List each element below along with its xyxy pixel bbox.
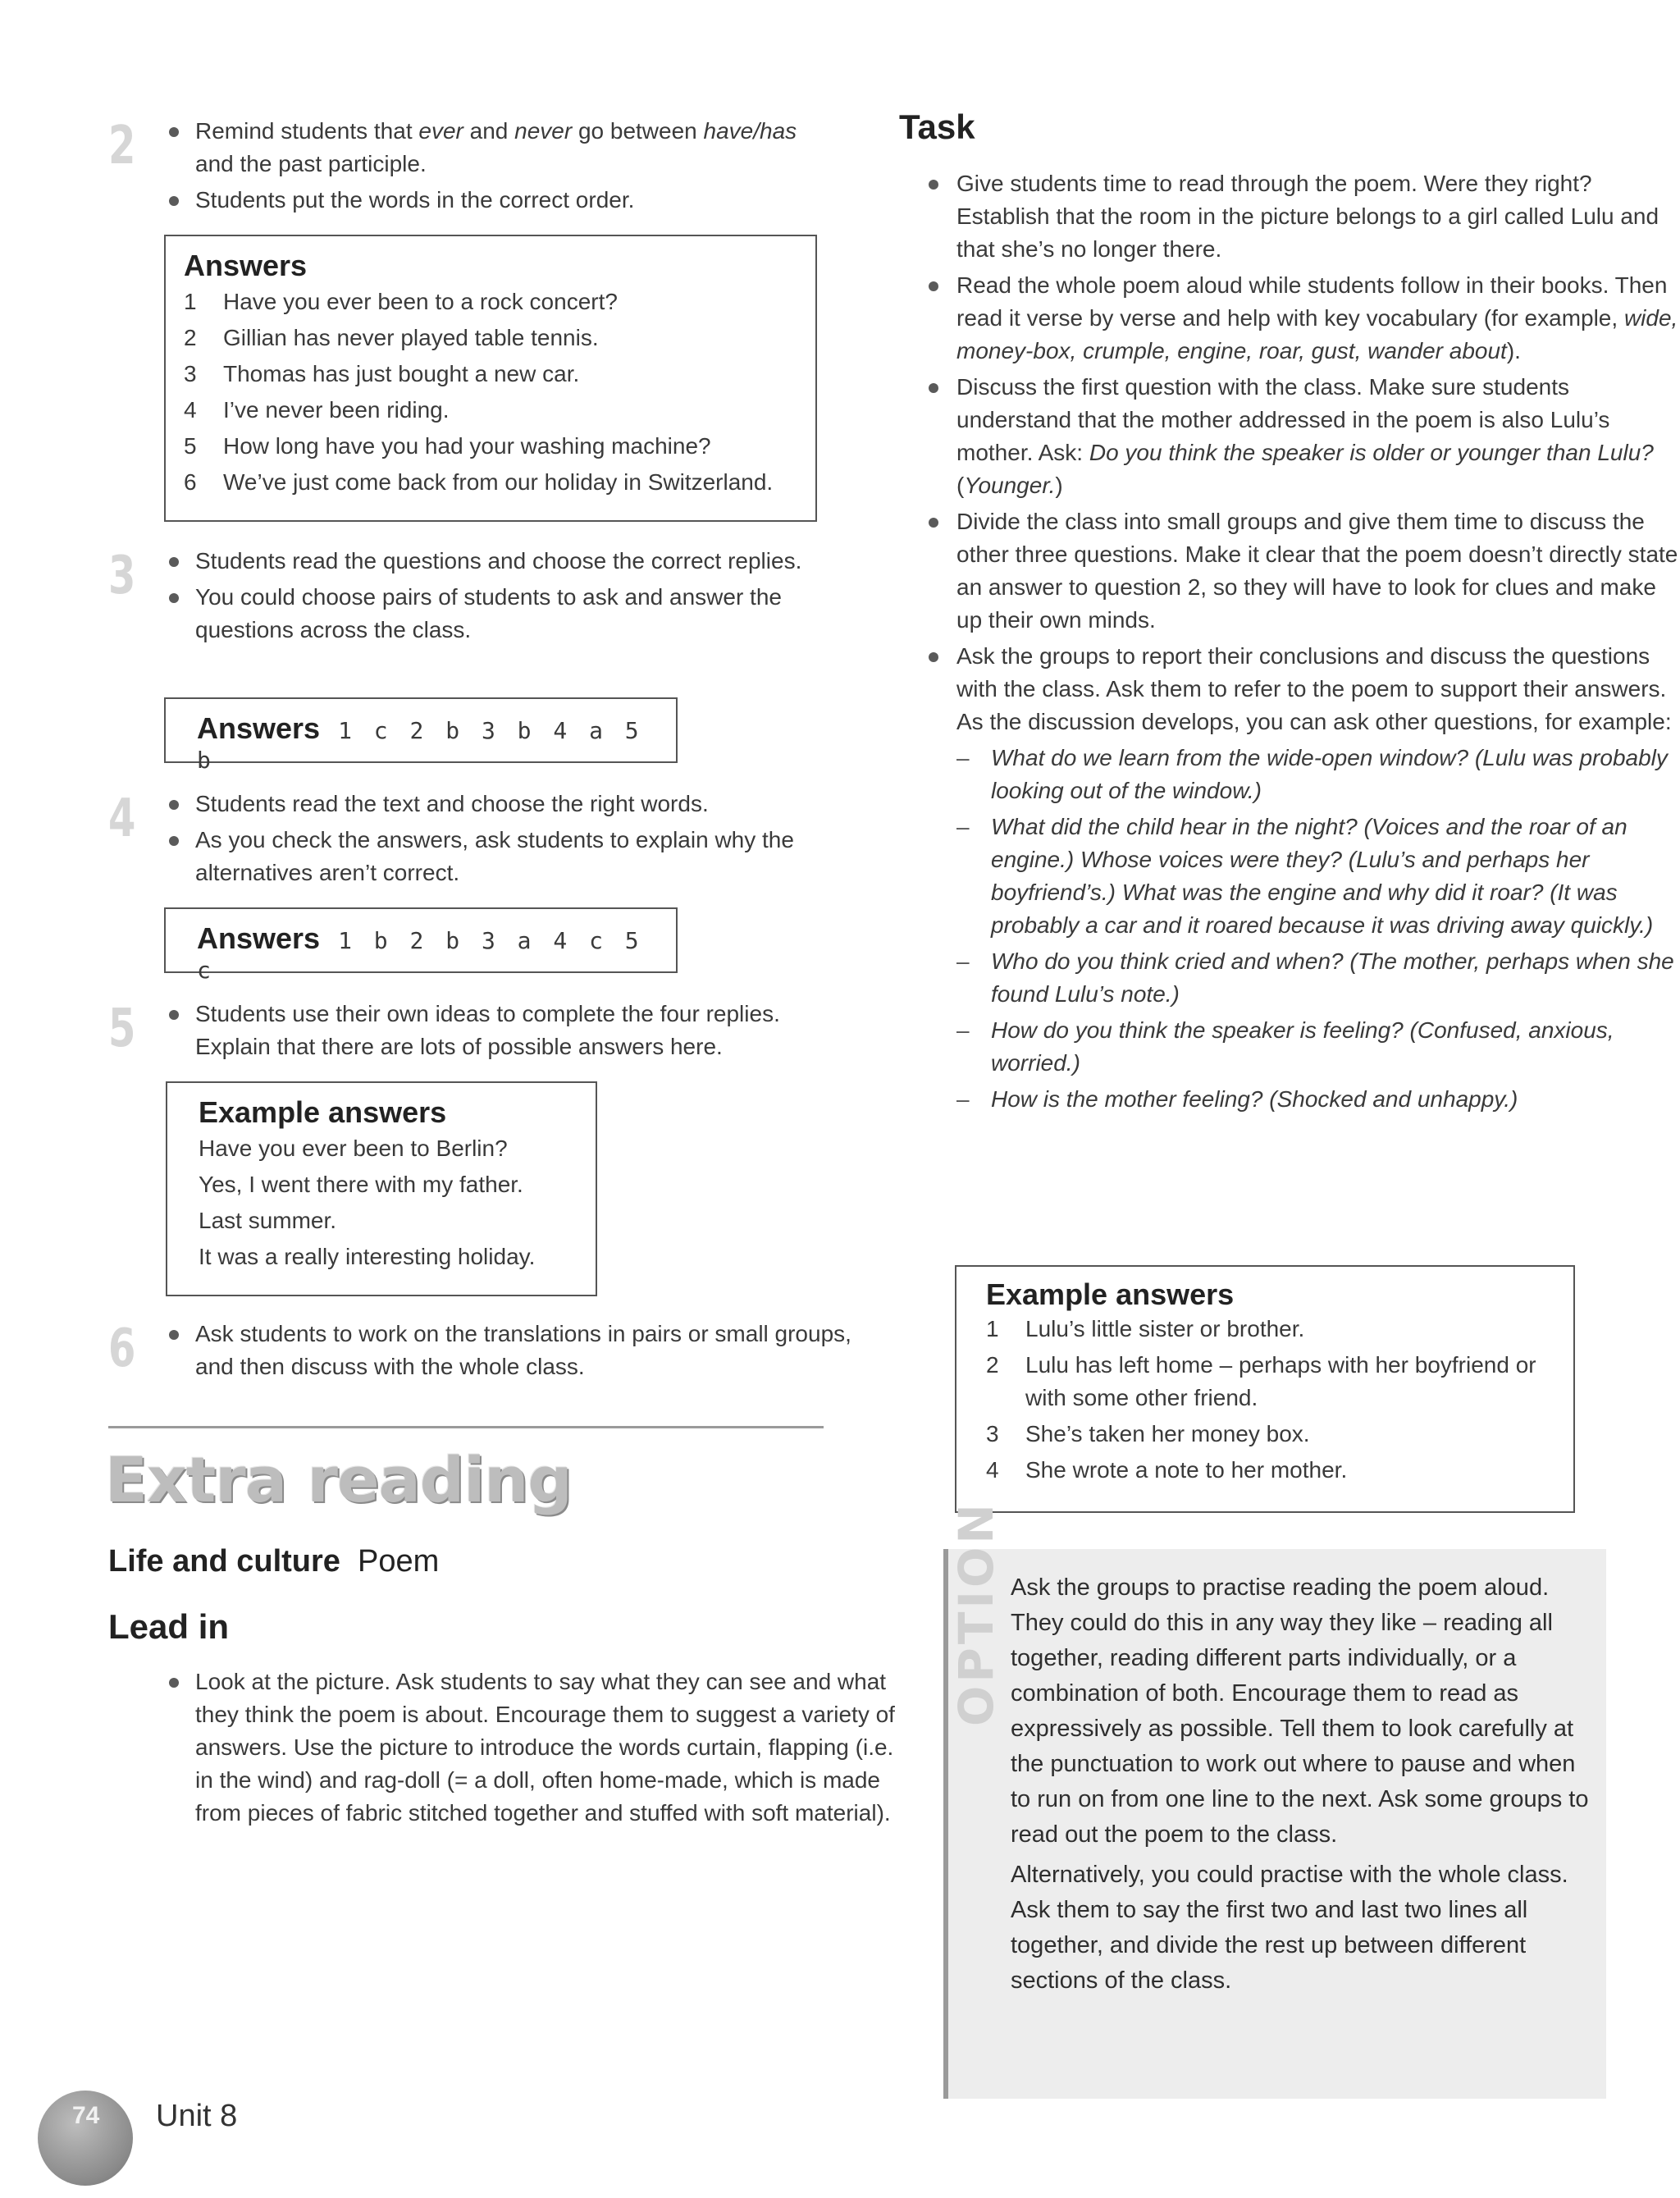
exercise-4 [108,788,824,893]
answers-title: Answers [197,711,321,745]
dash-question: – How is the mother feeling? (Shocked and unhappy.) [956,1083,1678,1116]
answers-title: Answers [184,249,308,282]
example-answers-title: Example answers [986,1277,1235,1311]
bullet-item: As you check the answers, ask students to explain why the alternatives aren’t correct. [195,824,851,889]
option-label: OPTION [948,1501,1004,1726]
answer-item: 1 Lulu’s little sister or brother. [986,1316,1305,1341]
answer-item: 1 Have you ever been to a rock concert? [184,289,618,314]
bullet-item: Discuss the first question with the class. Make sure students understand that the mother addressed in the poem is also Lulu’s mother. Ask: Do you think the speaker is older or younger than Lulu? (Younger.) [956,371,1678,502]
answer-item: 5 How long have you had your washing machine? [184,433,711,459]
exercise-5 [108,998,824,1067]
example-line: It was a really interesting holiday. [199,1244,536,1269]
unit-label: Unit 8 [156,2099,238,2133]
bullet-item: Ask the groups to report their conclusions and discuss the questions with the class. Ask them to refer to the poem to support their answers. As the discussion develops, you can ask other questions, for example: [956,640,1678,738]
answer-item: 4 She wrote a note to her mother. [986,1457,1348,1483]
example-answers-box-5 [166,1081,597,1296]
dash-question: – How do you think the speaker is feeling? (Confused, anxious, worried.) [956,1014,1678,1080]
exercise-number: 4 [108,788,136,849]
extra-reading-title: Extra reading [105,1443,572,1516]
bullet-item: You could choose pairs of students to ask and answer the questions across the class. [195,581,868,647]
exercise-number: 3 [108,546,136,606]
bullet-item: Remind students that ever and never go between have/has and the past participle. [195,115,824,181]
answer-keys: 1 c 2 b 3 b 4 a 5 b [197,717,639,774]
bullet-item: Divide the class into small groups and give them time to discuss the other three questions. Make it clear that the poem doesn’t directly state an answer to question 2, so they will have to look for clues and make up their own minds. [956,505,1678,637]
exercise-3 [108,545,824,650]
answer-item: 3 Thomas has just bought a new car. [184,361,580,386]
task-heading: Task [899,107,975,146]
bullet-item: Read the whole poem aloud while students follow in their books. Then read it verse by verse and help with key vocabulary (for example, wide, money-box, crumple, engine, roar, gust, wander about). [956,269,1678,368]
bullet-item: Students put the words in the correct order. [195,184,824,217]
answers-title: Answers [197,921,321,955]
option-text [1011,1570,1595,2004]
answer-item: 3 She’s taken her money box. [986,1421,1310,1446]
example-line: Last summer. [199,1208,337,1233]
task-example-answers-box [955,1265,1575,1513]
bullet-item: Students read the questions and choose the correct replies. [195,545,868,578]
lead-in-list [108,1666,917,1833]
exercise-number: 6 [108,1318,136,1379]
dash-question: – What did the child hear in the night? (Voices and the roar of an engine.) Whose voices were they? (Lulu’s and perhaps her boyfriend’s.) What was the engine and why did it roar? (It was probably a car and it roared because it was driving away quickly.) [956,811,1678,942]
bullet-item: Look at the picture. Ask students to say what they can see and what they think the poem is about. Encourage them to suggest a variety of answers. Use the picture to introduce the words curtain, flapping (i.e. in the wind) and rag-doll (= a doll, often home-made, which is made from pieces of fabric stitched together and stuffed with soft material). [195,1666,917,1830]
bullet-item: Students use their own ideas to complete the four replies. Explain that there are lots of possible answers here. [195,998,851,1063]
dash-question: – What do we learn from the wide-open window? (Lulu was probably looking out of the window.) [956,742,1678,807]
exercise-2 [108,115,824,220]
option-paragraph: Ask the groups to practise reading the poem aloud. They could do this in any way they like – reading all together, reading different parts individually, or a combination of both. Encourage them to read as expressively as possible. Tell them to look carefully at the punctuation to work out where to pause and when to run on from one line to the next. Ask some groups to read out the poem to the class. [1011,1574,1589,1848]
bullet-item: Give students time to read through the poem. Were they right? Establish that the room in the picture belongs to a girl called Lulu and that she’s no longer there. [956,167,1678,266]
answers-box-2 [164,235,817,522]
section-divider [108,1426,824,1428]
exercise-6 [108,1318,851,1387]
answer-item: 2 Gillian has never played table tennis. [184,325,599,350]
exercise-number: 5 [108,998,136,1059]
example-line: Yes, I went there with my father. [199,1172,523,1197]
bullet-item: Ask students to work on the translations in pairs or small groups, and then discuss with the whole class. [195,1318,851,1383]
exercise-number: 2 [108,116,136,176]
answer-item: 6 We’ve just come back from our holiday in Switzerland. [184,469,774,495]
lead-in-heading: Lead in [108,1607,230,1646]
option-paragraph: Alternatively, you could practise with the whole class. Ask them to say the first two and last two lines all together, and divide the rest up between different sections of the class. [1011,1862,1568,1994]
answers-box-3 [164,697,678,774]
task-list [899,167,1678,1119]
bullet-item: Students read the text and choose the right words. [195,788,851,820]
answers-box-4 [164,907,678,984]
answer-keys: 1 b 2 b 3 a 4 c 5 c [197,927,639,984]
answer-item: 2 Lulu has left home – perhaps with her boyfriend or with some other friend. [986,1352,1536,1410]
example-answers-title: Example answers [199,1095,447,1129]
example-line: Have you ever been to Berlin? [199,1136,508,1161]
dash-question: – Who do you think cried and when? (The mother, perhaps when she found Lulu’s note.) [956,945,1678,1011]
section-subtitle: Life and culture Poem [108,1544,440,1579]
page-number: 74 [72,2102,100,2129]
answer-item: 4 I’ve never been riding. [184,397,450,423]
